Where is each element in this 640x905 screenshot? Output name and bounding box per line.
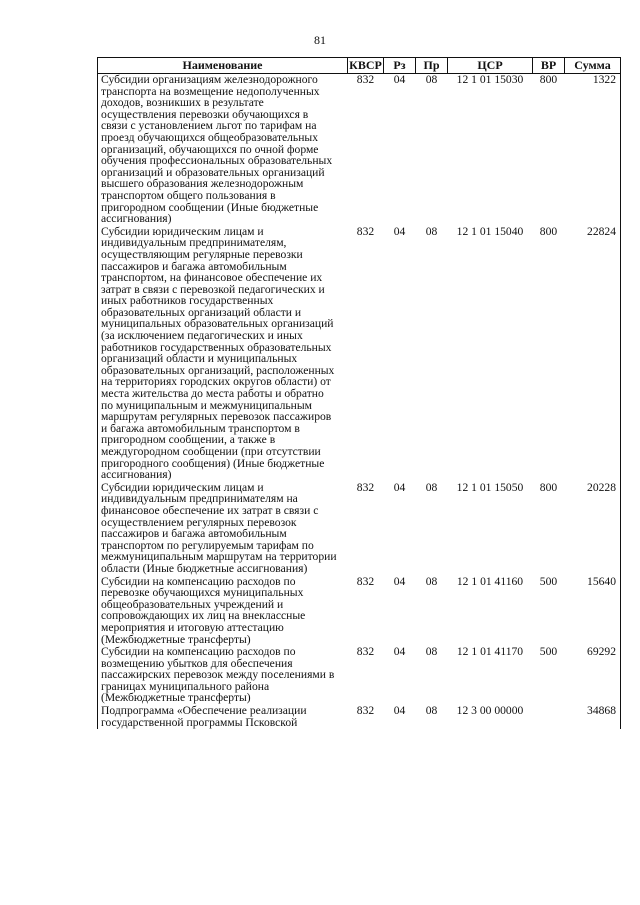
row-name-line: пассажиров и багажа автомобильным — [101, 259, 287, 273]
row-csr-cell: 12 1 01 41160 — [456, 574, 524, 588]
row-name-line: работников государственных образовательных — [101, 340, 332, 354]
row-name-line: Субсидии юридическим лицам и — [101, 224, 264, 238]
row-pr-cell: 08 — [425, 224, 438, 238]
row-name-line: транспорта на возмещение недополученных — [101, 84, 320, 98]
row-name-line: пригородного сообщения) (Иные бюджетные — [101, 456, 325, 470]
row-name-line: образовательных организаций области и — [101, 305, 302, 319]
row-name-cell — [98, 705, 348, 729]
table-row — [98, 226, 621, 482]
row-vr-cell: 800 — [539, 224, 558, 238]
row-name-line: затрат в связи с перевозкой педагогических и — [101, 282, 325, 296]
row-name-line: высшего образования железнодорожным — [101, 177, 304, 191]
row-vr-cell: 500 — [539, 574, 558, 588]
row-name-line: возмещению убытков для обеспечения — [101, 656, 293, 670]
header-kvsr: КВСР — [349, 58, 382, 72]
row-rz-cell: 04 — [393, 224, 406, 238]
row-name-line: индивидуальным предпринимателям, — [101, 236, 287, 250]
row-name-line: организаций и образовательных организаций — [101, 165, 325, 179]
table-row — [98, 646, 621, 705]
row-sum-cell: 34868 — [565, 705, 621, 729]
row-name-cell — [98, 74, 348, 226]
row-name-line: маршрутам регулярных перевозок пассажиров — [101, 410, 332, 424]
row-kvsr-cell: 832 — [356, 704, 375, 718]
row-csr-cell: 12 1 01 41170 — [456, 645, 524, 659]
row-vr-cell: 800 — [539, 73, 558, 86]
row-name-line: иных работников государственных — [101, 294, 274, 308]
row-sum-cell: 1322 — [565, 74, 621, 226]
row-name-line: осуществляющим регулярные перевозки — [101, 247, 303, 261]
row-name-line: перевозке обучающихся муниципальных — [101, 586, 304, 600]
row-name-line: общеобразовательных учреждений и — [101, 597, 284, 611]
row-name-line: обучения профессиональных образовательных — [101, 154, 333, 168]
row-name-line: (Межбюджетные трансферты) — [101, 691, 251, 705]
row-name-line: пригородном сообщении (Иные бюджетные — [101, 200, 319, 214]
row-name-line: на территориях городских округов области) от — [101, 375, 331, 389]
row-name-line: индивидуальным предпринимателям на — [101, 492, 298, 506]
row-csr-cell: 12 1 01 15030 — [456, 73, 524, 86]
header-vr: ВР — [533, 58, 565, 74]
header-name: Наименование — [98, 58, 348, 74]
row-rz-cell: 04 — [393, 480, 406, 494]
table-row — [98, 705, 621, 729]
budget-table-container — [97, 57, 620, 729]
budget-table — [97, 57, 621, 729]
row-vr-cell — [533, 705, 565, 729]
row-name-line: государственной программы Псковской — [101, 715, 298, 729]
row-name-line: осуществлением регулярных перевозок — [101, 515, 297, 529]
row-kvsr-cell: 832 — [356, 574, 375, 588]
row-name-cell — [98, 576, 348, 647]
row-kvsr-cell: 832 — [356, 73, 375, 86]
row-name-line: связи с установлением льгот по тарифам на — [101, 119, 317, 133]
row-name-line: области (Иные бюджетные ассигнования) — [101, 561, 308, 575]
row-kvsr-cell: 832 — [356, 480, 375, 494]
row-vr-cell: 800 — [539, 480, 558, 494]
row-rz-cell: 04 — [393, 645, 406, 659]
row-name-line: (Межбюджетные трансферты) — [101, 632, 251, 646]
row-name-line: сопровождающих их лиц на внеклассные — [101, 609, 306, 623]
row-pr-cell: 08 — [425, 645, 438, 659]
table-header-row — [98, 58, 621, 74]
row-name-line: границах муниципального района — [101, 679, 270, 693]
row-name-line: Субсидии юридическим лицам и — [101, 480, 264, 494]
row-name-line: организаций, обучающихся по очной форме — [101, 142, 319, 156]
header-sum: Сумма — [565, 58, 621, 74]
header-rz: Рз — [384, 58, 416, 74]
row-sum-cell: 22824 — [565, 226, 621, 482]
row-name-line: ассигнования) — [101, 212, 172, 226]
row-csr-cell: 12 1 01 15040 — [456, 224, 524, 238]
table-row — [98, 576, 621, 647]
row-csr-cell: 12 1 01 15050 — [456, 480, 524, 494]
row-name-line: транспортом по регулируемым тарифам по — [101, 538, 314, 552]
row-name-line: муниципальных образовательных организаций — [101, 317, 334, 331]
row-name-line: проезд обучающихся общеобразовательных — [101, 130, 319, 144]
row-kvsr-cell: 832 — [356, 645, 375, 659]
row-name-line: доходов, возникших в результате — [101, 96, 264, 110]
row-kvsr-cell: 832 — [356, 224, 375, 238]
row-name-cell — [98, 226, 348, 482]
row-name-line: места жительства до места работы и обратно — [101, 387, 324, 401]
row-name-line: (за исключением педагогических и иных — [101, 329, 303, 343]
row-name-line: финансовое обеспечение их затрат в связи с — [101, 503, 319, 517]
row-pr-cell: 08 — [425, 73, 438, 86]
row-name-line: пригородном сообщении, а также в — [101, 433, 276, 447]
header-pr: Пр — [416, 58, 448, 74]
row-name-line: Субсидии на компенсацию расходов по — [101, 574, 296, 588]
table-body — [98, 74, 621, 730]
row-name-line: транспортом, на финансовое обеспечение их — [101, 271, 323, 285]
row-rz-cell: 04 — [393, 704, 406, 718]
row-name-line: осуществления перевозки обучающихся в — [101, 107, 309, 121]
table-row — [98, 74, 621, 226]
row-name-cell — [98, 646, 348, 705]
row-vr-cell: 500 — [539, 645, 558, 659]
row-csr-cell: 12 3 00 00000 — [456, 704, 524, 718]
row-name-line: пассажиров и багажа автомобильным — [101, 527, 287, 541]
row-name-line: ассигнования) — [101, 468, 172, 482]
row-sum-cell: 20228 — [565, 482, 621, 576]
row-name-line: межмуниципальным маршрутам на территории — [101, 550, 337, 564]
row-name-line: Подпрограмма «Обеспечение реализации — [101, 704, 307, 718]
row-name-line: Субсидии организациям железнодорожного — [101, 73, 318, 86]
row-rz-cell: 04 — [393, 73, 406, 86]
row-name-line: мероприятия и итоговую аттестацию — [101, 620, 284, 634]
row-name-line: образовательных организаций, расположенных — [101, 363, 335, 377]
row-pr-cell: 08 — [425, 704, 438, 718]
header-csr: ЦСР — [448, 58, 533, 74]
page-number: 81 — [314, 33, 326, 47]
row-name-line: Субсидии на компенсацию расходов по — [101, 645, 296, 659]
row-name-cell — [98, 482, 348, 576]
row-pr-cell: 08 — [425, 574, 438, 588]
row-pr-cell: 08 — [425, 480, 438, 494]
row-name-line: по муниципальным и межмуниципальным — [101, 398, 313, 412]
row-sum-cell: 69292 — [565, 646, 621, 705]
row-sum-cell: 15640 — [565, 576, 621, 647]
row-name-line: организаций области и муниципальных — [101, 352, 298, 366]
row-name-line: и багажа автомобильным транспортом в — [101, 421, 300, 435]
row-name-line: транспортом общего пользования в — [101, 188, 276, 202]
row-name-line: междугородном сообщении (при отсутствии — [101, 445, 321, 458]
row-name-line: пассажирских перевозок между поселениями в — [101, 668, 335, 682]
table-row — [98, 482, 621, 576]
row-rz-cell: 04 — [393, 574, 406, 588]
